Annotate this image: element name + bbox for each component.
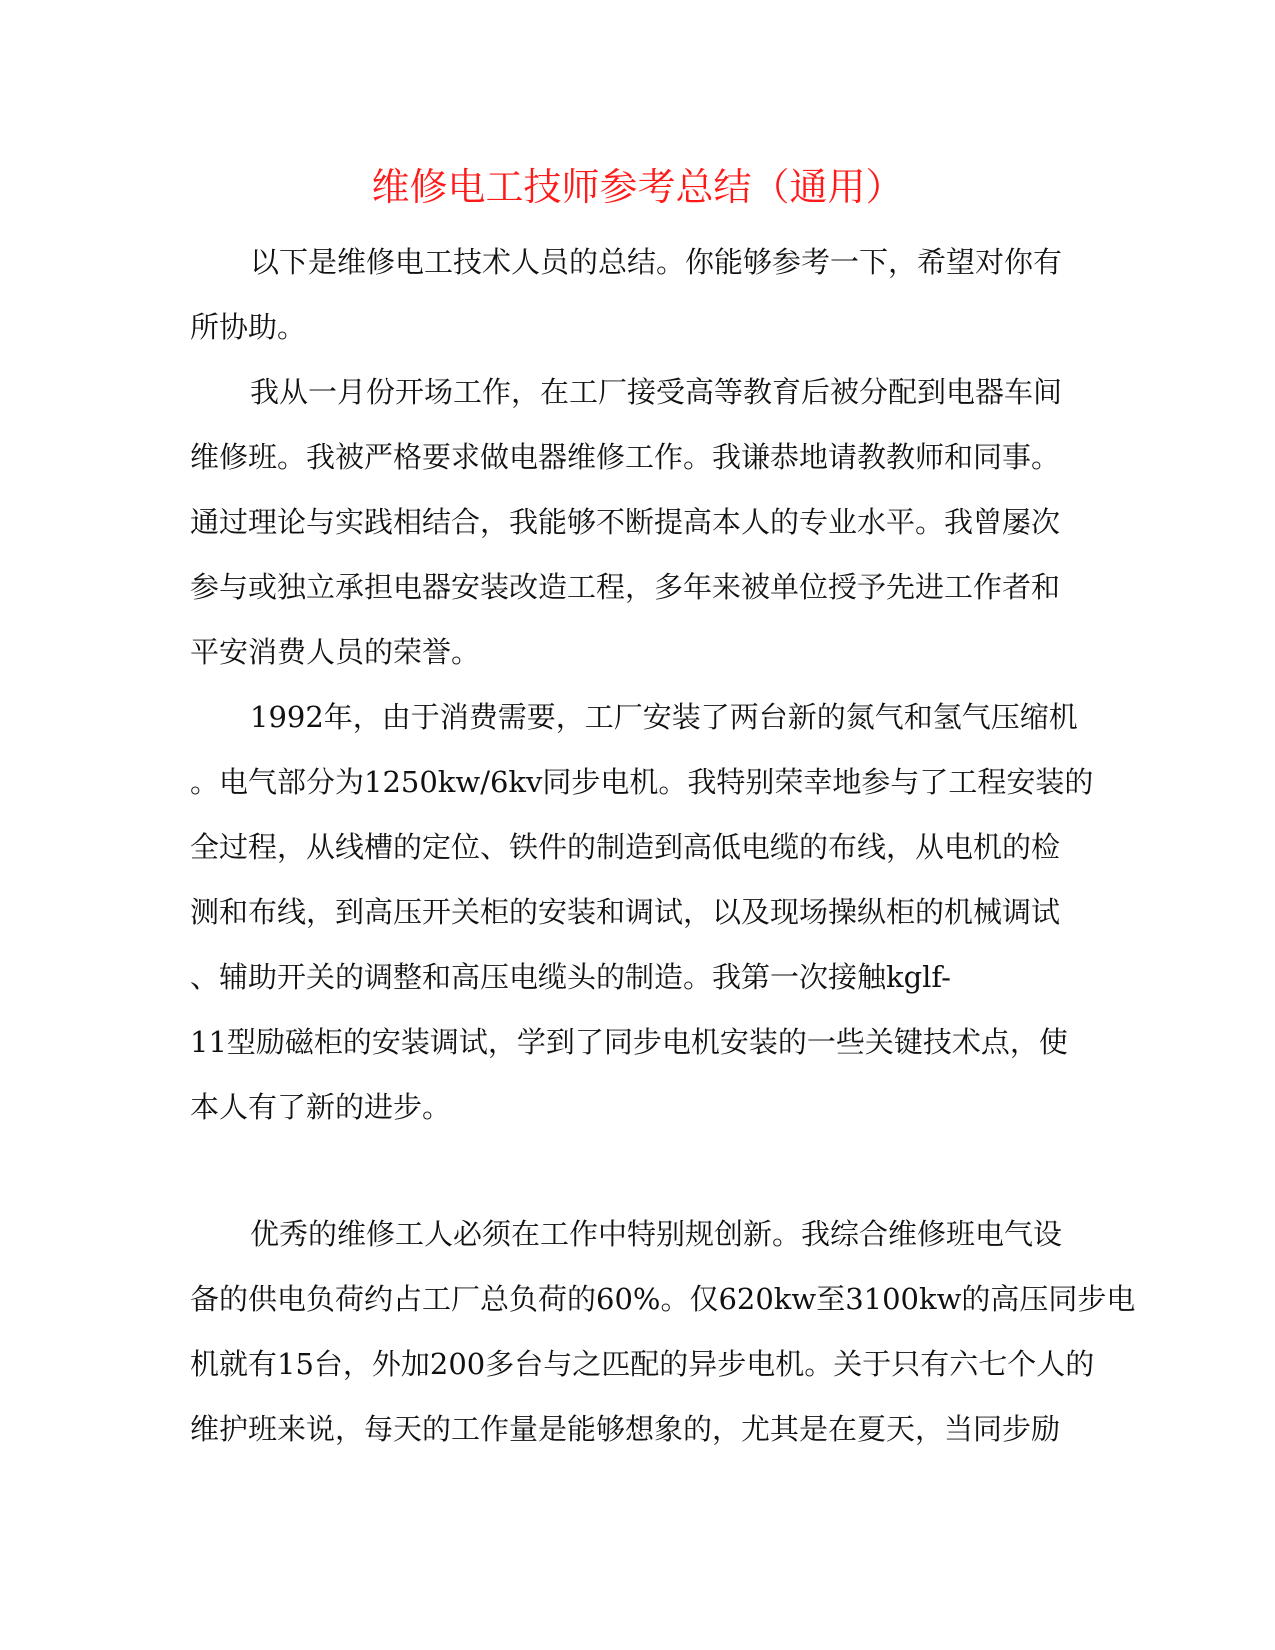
- paragraph-4: [190, 1202, 1136, 1462]
- paragraph-line: 。电气部分为1250kw/6kv同步电机。我特别荣幸地参与了工程安装的: [190, 765, 1094, 799]
- paragraph-2: [190, 360, 1080, 685]
- paragraph-line: 维护班来说，每天的工作量是能够想象的，尤其是在夏天，当同步励: [190, 1412, 1061, 1446]
- paragraph-3: [190, 685, 1094, 1140]
- paragraph-line: 维修班。我被严格要求做电器维修工作。我谦恭地请教教师和同事。: [190, 440, 1061, 474]
- document-body: [190, 230, 1136, 1462]
- paragraph-line: 本人有了新的进步。: [190, 1090, 452, 1124]
- paragraph-line: 通过理论与实践相结合，我能够不断提高本人的专业水平。我曾屡次: [190, 505, 1061, 539]
- paragraph-gap: [190, 1140, 1080, 1202]
- paragraph-line: 全过程，从线槽的定位、铁件的制造到高低电缆的布线，从电机的检: [190, 830, 1061, 864]
- paragraph-line: 优秀的维修工人必须在工作中特别规创新。我综合维修班电气设: [250, 1217, 1063, 1251]
- paragraph-line: 备的供电负荷约占工厂总负荷的60%。仅620kw至3100kw的高压同步电: [190, 1282, 1136, 1316]
- paragraph-line: 我从一月份开场工作，在工厂接受高等教育后被分配到电器车间: [250, 375, 1063, 409]
- paragraph-line: 所协助。: [190, 310, 307, 344]
- paragraph-1: [190, 230, 1080, 360]
- paragraph-line: 测和布线，到高压开关柜的安装和调试，以及现场操纵柜的机械调试: [190, 895, 1061, 929]
- paragraph-line: 以下是维修电工技术人员的总结。你能够参考一下，希望对你有: [250, 245, 1063, 279]
- paragraph-line: 参与或独立承担电器安装改造工程，多年来被单位授予先进工作者和: [190, 570, 1061, 604]
- paragraph-line: 机就有15台，外加200多台与之匹配的异步电机。关于只有六七个人的: [190, 1347, 1095, 1381]
- paragraph-line: 、辅助开关的调整和高压电缆头的制造。我第一次接触kglf-: [190, 960, 951, 994]
- paragraph-line: 平安消费人员的荣誉。: [190, 635, 481, 669]
- paragraph-line: 1992年，由于消费需要，工厂安装了两台新的氮气和氢气压缩机: [250, 700, 1078, 734]
- paragraph-line: 11型励磁柜的安装调试，学到了同步电机安装的一些关键技术点，使: [190, 1025, 1068, 1059]
- document-title: 维修电工技师参考总结（通用）: [371, 165, 904, 209]
